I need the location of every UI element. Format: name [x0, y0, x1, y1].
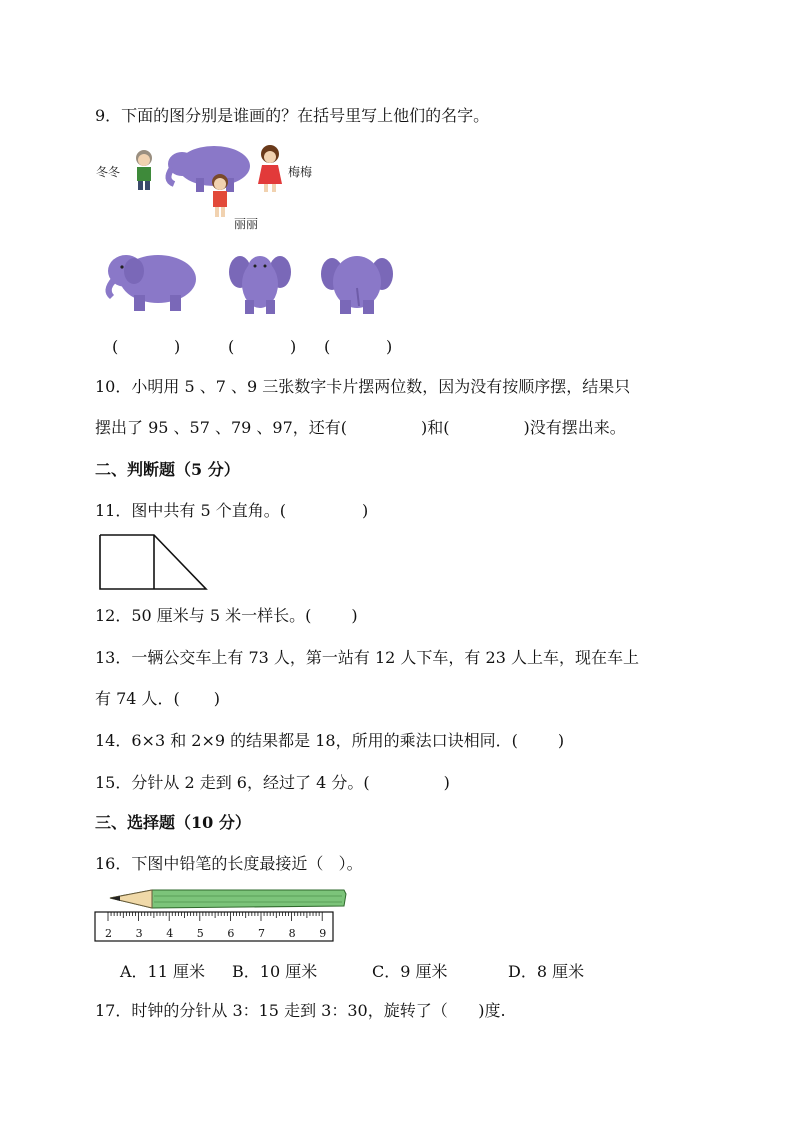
answer-blank-2-close: ): [290, 337, 297, 356]
question-12-close: ): [351, 606, 358, 625]
question-10-part-b: )和(: [421, 418, 450, 437]
question-15-close: ): [443, 773, 450, 792]
question-14-text: [95, 731, 564, 751]
question-15-label: 15．分针从 2 走到 6，经过了 4 分。(: [95, 773, 370, 792]
ruler-tick-label: 5: [196, 927, 204, 940]
question-13-close: ): [213, 689, 221, 708]
question-14-close: ): [557, 731, 565, 750]
question-10-part-c: )没有摆出来。: [523, 418, 626, 437]
name-label-meimei: 梅梅: [288, 165, 313, 179]
question-10-line-2: [95, 418, 626, 438]
ruler-tick-label: 8: [288, 927, 296, 940]
dongdong-figure: [136, 150, 152, 190]
ruler-tick-label: 6: [227, 927, 235, 940]
ruler-icon: [95, 912, 333, 941]
section-3-heading: 三、选择题（10 分）: [95, 813, 251, 832]
question-15-text: [95, 773, 450, 793]
question-14-label: 14．6×3 和 2×9 的结果都是 18，所用的乘法口诀相同．(: [95, 731, 518, 750]
answer-blank-3-close: ): [386, 337, 393, 356]
right-angle-figure: [98, 533, 210, 591]
answer-blank-1-close: ): [174, 337, 181, 356]
answer-blank-2-open: (: [228, 337, 235, 356]
question-12-text: [95, 606, 358, 626]
answer-blank-1-open: (: [112, 337, 119, 356]
name-label-lili: 丽丽: [234, 217, 259, 231]
question-17-text: 17．时钟的分针从 3：15 走到 3：30，旋转了（ )度.: [95, 1001, 506, 1020]
question-9-text: 9．下面的图分别是谁画的？在括号里写上他们的名字。: [95, 106, 490, 125]
section-2-heading: 二、判断题（5 分）: [95, 460, 240, 479]
question-13-line-2: [95, 689, 220, 709]
meimei-figure: [258, 145, 282, 192]
lili-figure: [212, 174, 228, 217]
ruler-tick-label: 9: [319, 927, 327, 940]
children-drawing-elephant-illustration: [92, 140, 332, 235]
name-label-dongdong: 冬冬: [96, 165, 121, 179]
elephant-back-view-image: [320, 248, 394, 318]
question-13-line-1: 13．一辆公交车上有 73 人，第一站有 12 人下车，有 23 人上车，现在车上: [95, 648, 639, 667]
question-12-label: 12．50 厘米与 5 米一样长。(: [95, 606, 312, 625]
elephant-front-view-image: [228, 248, 292, 318]
question-11-close: ): [361, 501, 369, 520]
question-16-text: 16．下图中铅笔的长度最接近（ ）。: [95, 854, 363, 873]
ruler-tick-label: 2: [105, 927, 112, 940]
question-13-label: 有 74 人．(: [95, 689, 180, 708]
option-b[interactable]: B．10 厘米: [232, 962, 318, 981]
elephant-side-view-image: [98, 245, 200, 317]
question-10-line-1: 10．小明用 5 、7 、9 三张数字卡片摆两位数，因为没有按顺序摆，结果只: [95, 377, 631, 396]
pencil-and-ruler-image: [94, 884, 352, 944]
option-d[interactable]: D．8 厘米: [508, 962, 585, 981]
ruler-tick-label: 3: [135, 927, 143, 940]
question-11-label: 11．图中共有 5 个直角。(: [95, 501, 286, 520]
question-11-text: [95, 501, 368, 521]
answer-blank-3-open: (: [324, 337, 331, 356]
ruler-tick-label: 7: [258, 927, 265, 940]
question-10-part-a: 摆出了 95 、57 、79 、97，还有(: [95, 418, 348, 437]
elephant-figure: [168, 146, 250, 192]
option-c[interactable]: C．9 厘米: [372, 962, 448, 981]
option-a[interactable]: A．11 厘米: [120, 962, 206, 981]
pencil-icon: [110, 890, 346, 908]
ruler-tick-label: 4: [166, 927, 174, 940]
